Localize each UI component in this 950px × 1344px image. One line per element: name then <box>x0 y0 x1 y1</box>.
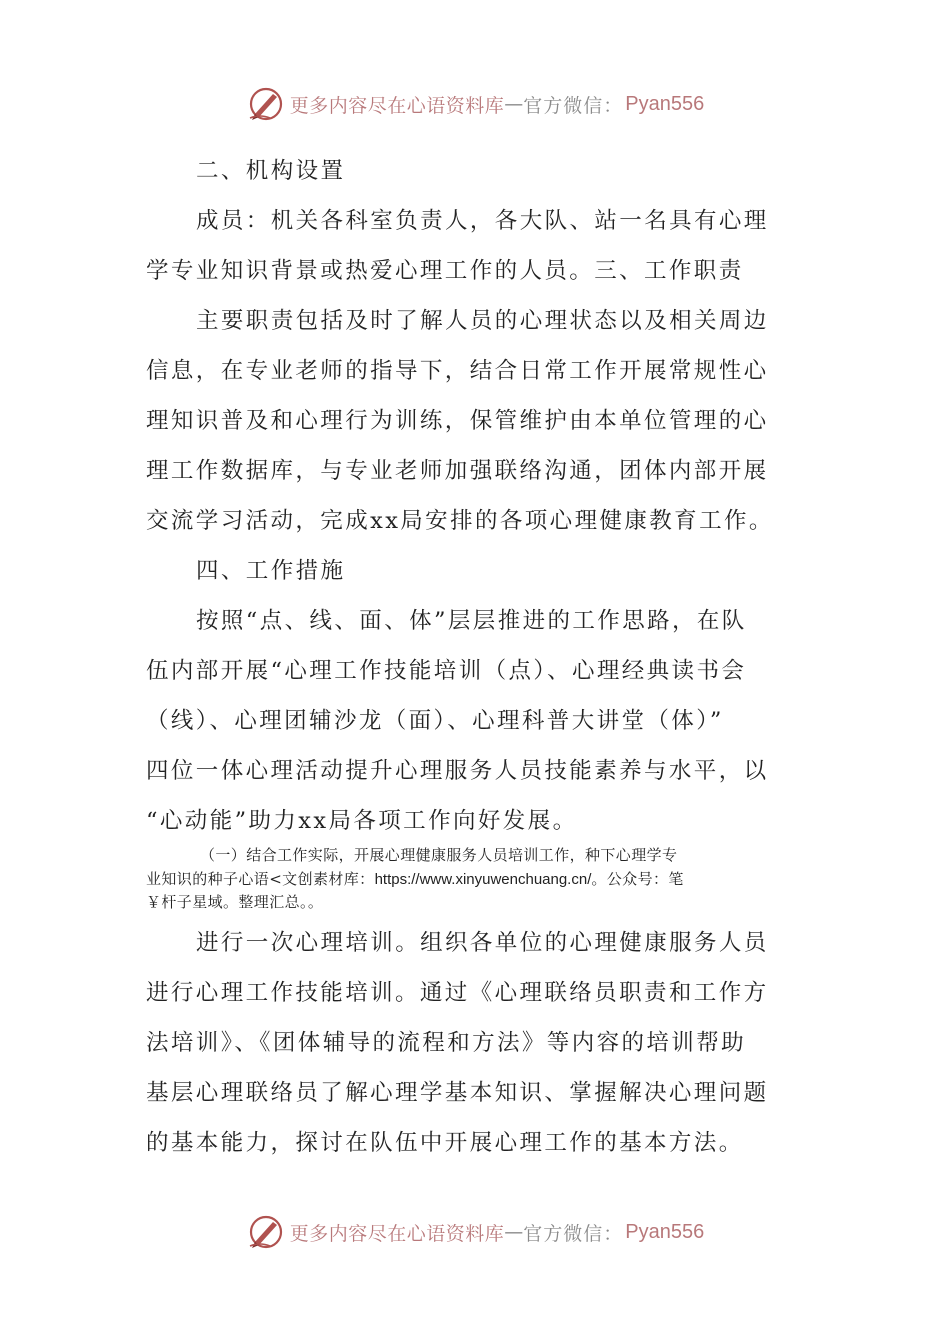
paragraph-line: （线）、心理团辅沙龙（面）、心理科普大讲堂（体）” <box>146 708 724 734</box>
note-text: 。公众号：笔 <box>591 870 684 888</box>
note-line: （一）结合工作实际，开展心理健康服务人员培训工作，种下心理学专 <box>200 846 678 864</box>
paragraph-line: 理知识普及和心理行为训练，保管维护由本单位管理的心 <box>146 408 769 434</box>
banner-wechat-id: Pyan556 <box>625 92 705 115</box>
paragraph-line: 按照“点、线、面、体”层层推进的工作思路，在队 <box>196 608 747 634</box>
paragraph-line: 的基本能力，探讨在队伍中开展心理工作的基本方法。 <box>146 1130 744 1156</box>
header-banner <box>0 82 950 126</box>
banner-wechat-label: 官方微信： <box>523 1222 624 1245</box>
footer-banner <box>0 1210 950 1254</box>
section-heading-4: 四、工作措施 <box>196 558 346 584</box>
section-heading-2: 二、机构设置 <box>196 158 346 184</box>
note-text: 业知识的种子心语<文创素材库： <box>146 870 375 888</box>
banner-site-text: 更多内容尽在心语资料库 <box>289 94 505 117</box>
paragraph-line: 成员：机关各科室负责人，各大队、站一名具有心理 <box>196 208 769 234</box>
note-line: ￥杆子星域。整理汇总。。 <box>146 893 324 911</box>
banner-site-text: 更多内容尽在心语资料库 <box>289 1222 505 1245</box>
paragraph-line: 主要职责包括及时了解人员的心理状态以及相关周边 <box>196 308 769 334</box>
paragraph-line: 基层心理联络员了解心理学基本知识、掌握解决心理问题 <box>146 1080 769 1106</box>
note-url-link[interactable]: https://www.xinyuwenchuang.cn/ <box>374 871 592 888</box>
banner-dash: — <box>504 1221 524 1243</box>
paragraph-line: 伍内部开展“心理工作技能培训（点）、心理经典读书会 <box>146 658 747 684</box>
pen-logo-icon <box>246 84 286 124</box>
banner-wechat-id: Pyan556 <box>625 1220 705 1243</box>
banner-dash: — <box>504 93 524 115</box>
paragraph-line: 交流学习活动，完成xx局安排的各项心理健康教育工作。 <box>146 508 774 534</box>
paragraph-line: 四位一体心理活动提升心理服务人员技能素养与水平，以 <box>146 758 769 784</box>
paragraph-line: 法培训》、《团体辅导的流程和方法》等内容的培训帮助 <box>146 1030 747 1056</box>
pen-logo-icon <box>246 1212 286 1252</box>
banner-wechat-label: 官方微信： <box>523 94 624 117</box>
paragraph-line: “心动能”助力xx局各项工作向好发展。 <box>146 808 578 834</box>
paragraph-line: 理工作数据库，与专业老师加强联络沟通，团体内部开展 <box>146 458 769 484</box>
paragraph-line: 信息，在专业老师的指导下，结合日常工作开展常规性心 <box>146 358 769 384</box>
paragraph-line: 进行一次心理培训。组织各单位的心理健康服务人员 <box>196 930 769 956</box>
paragraph-line: 学专业知识背景或热爱心理工作的人员。三、工作职责 <box>146 258 744 284</box>
note-line <box>146 868 806 891</box>
paragraph-line: 进行心理工作技能培训。通过《心理联络员职责和工作方 <box>146 980 769 1006</box>
